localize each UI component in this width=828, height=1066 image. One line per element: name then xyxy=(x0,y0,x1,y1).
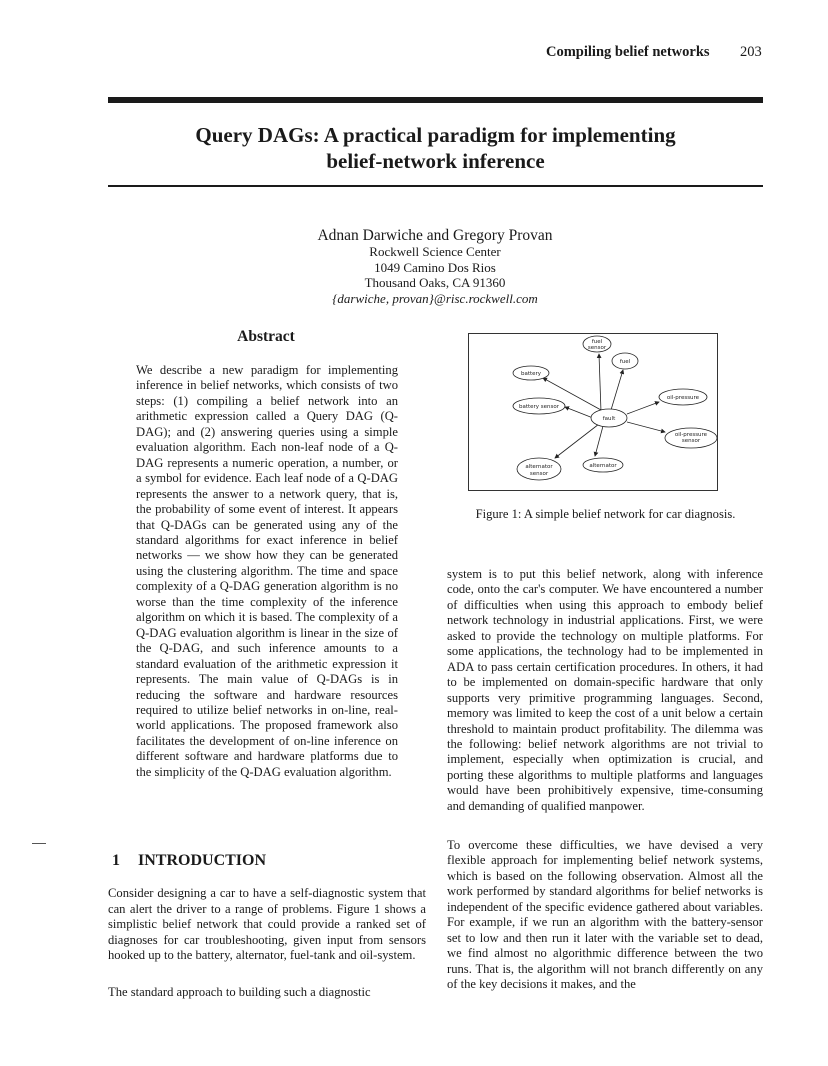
edge-fault-alternator-sensor xyxy=(555,424,599,458)
affiliation-email: {darwiche, provan}@risc.rockwell.com xyxy=(332,290,538,306)
abstract-text: We describe a new paradigm for implementing inference in belief networks, which consists of two steps: (1) compiling a belief network into an arithmetic expression called a Query DAG (Q-DAG); and (2) answering queries using a simple evaluation algorithm. Each non-leaf node of a Q-DAG represents a numeric operation, a number, or a symbol for evidence. Each leaf node of a Q-DAG represents the answer to a network query, that is, the probability of some event of interest. It appears that Q-DAGs can be generated using any of the standard algorithms for exact inference in belief networks — we show how they can be generated using the clustering algorithm. The time and space complexity of a Q-DAG generation algorithm is no worse than the time complexity of the inference algorithm on which it is based. The complexity of a Q-DAG evaluation algorithm is linear in the size of the Q-DAG, and such inference amounts to a standard evaluation of the arithmetic expression it represents. The main value of Q-DAGs is in reducing the software and hardware resources required to utilize belief networks in on-line, real-world applications. The proposed framework also facilitates the development of on-line inference on different software and hardware platforms due to the simplicity of the Q-DAG evaluation algorithm. xyxy=(136,363,398,779)
affiliation-city: Thousand Oaks, CA 91360 xyxy=(364,275,506,291)
label-sensor-3: sensor xyxy=(529,471,549,477)
title-line-1: Query DAGs: A practical paradigm for implementing xyxy=(195,123,676,147)
label-sensor: sensor xyxy=(587,345,607,351)
label-alternator-2: alternator xyxy=(525,464,553,470)
top-rule xyxy=(108,97,763,103)
right-paragraph-2: To overcome these difficulties, we have devised a very flexible approach for implementing belief network systems, which is based on the following observation. Almost all the work performed by standard algorithms for belief networks is independent of the specific evidence gathered about variables. For example, if we run an algorithm with the battery-sensor set to low and then run it later with the variable set to dead, we find almost no algorithmic difference between the two runs. That is, the algorithm will not branch differently on any of the key decisions it makes, and the xyxy=(447,838,763,992)
abstract-heading: Abstract xyxy=(237,328,295,345)
section-number: 1 xyxy=(112,852,120,869)
figure-1 xyxy=(468,333,718,491)
label-fuel: fuel xyxy=(591,339,603,345)
edge-fault-fuel xyxy=(611,370,623,410)
page-number: 203 xyxy=(740,44,762,60)
intro-paragraph-1: Consider designing a car to have a self-diagnostic system that can alert the driver to a range of problems. Figure 1 shows a simplistic belief network that could provide a ranked set of diagnoses for car troubleshooting, given input from sensors hooked up to the battery, alternator, fuel-tank and oil-system. xyxy=(108,886,426,962)
label-alternator: alternator xyxy=(589,463,617,469)
affiliation-street: 1049 Camino Dos Rios xyxy=(374,259,496,275)
belief-network-diagram xyxy=(469,334,717,490)
affiliation xyxy=(220,244,650,306)
section-title: INTRODUCTION xyxy=(138,852,267,869)
edge-fault-oil-pressure-sensor xyxy=(627,422,665,432)
title-line-2: belief-network inference xyxy=(326,149,545,173)
figure-caption: Figure 1: A simple belief network for car diagnosis. xyxy=(475,507,736,521)
paper-title xyxy=(108,122,763,174)
label-oil-pressure: oil-pressure xyxy=(666,395,700,401)
running-title: Compiling belief networks xyxy=(546,44,710,60)
label-fuel-node: fuel xyxy=(619,359,631,365)
label-fault: fault xyxy=(602,416,616,422)
section-heading xyxy=(112,852,266,870)
edge-fault-alternator xyxy=(595,426,603,456)
intro-paragraph-2: The standard approach to building such a diagnostic xyxy=(108,985,371,999)
label-sensor-2: sensor xyxy=(681,438,701,444)
edge-fault-oil-pressure xyxy=(627,402,659,414)
label-battery-sensor: battery sensor xyxy=(518,404,560,410)
edge-fault-fuel-sensor xyxy=(599,354,601,412)
right-paragraph-1: system is to put this belief network, along with inference code, onto the car's computer. We have encountered a number of difficulties when using this approach to embody belief network technology in industrial applications. First, we were asked to provide the technology on multiple platforms. For some applications, the technology had to be implemented in ADA to pass certain certification procedures. In others, it had to be implemented on domain-specific hardware that only supports very primitive programming languages. Second, memory was limited to keep the cost of a unit below a certain threshold to maintain product profitability. The dilemma was the following: belief network algorithms are not trivial to implement, especially when optimization is crucial, and porting these algorithms to multiple platforms and languages would have been prohibitively expensive, time-consuming and demanding of qualified manpower. xyxy=(447,567,763,813)
title-rule xyxy=(108,185,763,187)
label-battery: battery xyxy=(520,371,542,377)
margin-mark xyxy=(32,843,46,844)
authors: Adnan Darwiche and Gregory Provan xyxy=(317,227,553,244)
label-oil-pressure-2: oil-pressure xyxy=(674,432,708,438)
affiliation-org: Rockwell Science Center xyxy=(369,244,501,259)
edge-fault-battery-sensor xyxy=(565,407,593,418)
